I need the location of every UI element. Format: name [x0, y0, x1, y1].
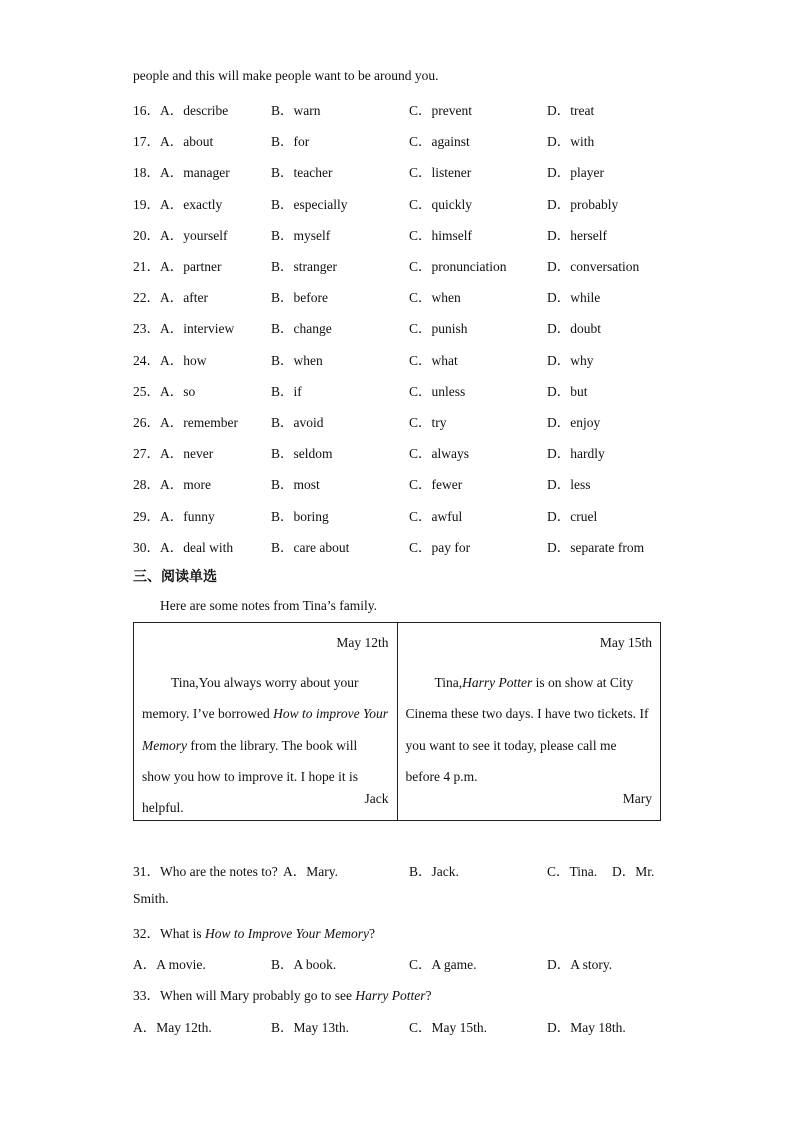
option-d: D．May 18th. [547, 1020, 626, 1035]
question-number: 30． [133, 539, 160, 555]
option-d: D．but [547, 383, 588, 399]
question-number: 28． [133, 477, 160, 493]
option-c: C．pronunciation [409, 259, 507, 274]
question-number: 18． [133, 165, 160, 181]
notes-table [133, 622, 661, 821]
option-a: A．describe [160, 103, 229, 118]
option-d: D．separate from [547, 539, 645, 555]
note-date: May 15th [599, 635, 652, 650]
option-b: B．Jack. [409, 864, 459, 879]
option-a: A．A movie. [133, 957, 206, 972]
option-d: D．while [547, 290, 601, 306]
cloze-question [133, 224, 661, 244]
option-d: D．Mr. [612, 864, 655, 879]
cloze-question [133, 536, 661, 556]
section-heading: 三、阅读单选 [133, 569, 217, 585]
question-32-options [133, 953, 661, 973]
question-32-stem: 32．What is How to Improve Your Memory? [133, 926, 375, 941]
option-b: B．for [271, 134, 310, 150]
option-d: D．why [547, 352, 594, 368]
option-a: A．so [160, 383, 196, 399]
option-a: A．partner [160, 259, 222, 274]
note-jack [134, 623, 398, 821]
cloze-question [133, 130, 661, 150]
option-c: C．against [409, 134, 470, 150]
option-b: B．boring [271, 508, 329, 524]
note-text: Tina,Harry Potter is on show at City Cinema these two days. I have two tickets. If you want to see it today, please call me before 4 p.m. [405, 675, 649, 784]
question-number: 19． [133, 196, 160, 212]
question-number: 24． [133, 352, 160, 368]
option-a: A．interview [160, 321, 235, 337]
cloze-question [133, 473, 661, 493]
option-a: A．more [160, 477, 211, 493]
option-b: B．before [271, 290, 328, 306]
option-a: A．how [160, 352, 207, 368]
option-c: C．May 15th. [409, 1020, 488, 1035]
option-a: A．deal with [160, 539, 234, 555]
question-33-stem: 33．When will Mary probably go to see Harry Potter? [133, 988, 432, 1003]
option-a: A．exactly [160, 196, 223, 212]
option-b: B．warn [271, 103, 321, 118]
cloze-question [133, 286, 661, 306]
option-a: A．Mary. [283, 864, 338, 879]
movie-title: Harry Potter [462, 675, 533, 690]
note-signature: Mary [622, 791, 652, 806]
question-number: 23． [133, 321, 160, 337]
option-d: D．hardly [547, 446, 605, 462]
option-d: D．A story. [547, 957, 613, 972]
note-signature: Jack [364, 791, 389, 806]
option-b: B．avoid [271, 415, 324, 430]
option-c: C．awful [409, 508, 463, 524]
option-c: C．pay for [409, 539, 471, 555]
book-title: How to improve Your Memory [142, 706, 388, 753]
option-c: C．what [409, 352, 458, 368]
option-d: D．with [547, 134, 595, 150]
option-a: A．after [160, 290, 208, 306]
option-c: C．A game. [409, 957, 477, 972]
cloze-question [133, 505, 661, 525]
question-33-options [133, 1016, 661, 1036]
cloze-question [133, 411, 661, 431]
option-b: B．teacher [271, 165, 333, 181]
cloze-question [133, 161, 661, 181]
option-a: A．funny [160, 508, 215, 524]
option-a: A．manager [160, 165, 230, 181]
note-mary [397, 623, 661, 821]
reading-intro: Here are some notes from Tina’s family. [160, 598, 377, 613]
option-d: D．treat [547, 103, 595, 118]
option-b: B．A book. [271, 957, 337, 972]
option-a: A．about [160, 134, 214, 150]
question-number: 29． [133, 508, 160, 524]
cloze-question [133, 193, 661, 213]
option-c: C．Tina. [547, 864, 598, 879]
option-c: C．listener [409, 165, 472, 181]
cloze-question [133, 442, 661, 462]
note-text: Tina,You always worry about your memory. I’ve borrowed How to improve Your Memory from the library. The book will show you how to improve it. I hope it is helpful. [142, 675, 388, 816]
option-d: D．less [547, 477, 591, 493]
option-a: A．yourself [160, 227, 228, 243]
cloze-question [133, 380, 661, 400]
option-b: B．myself [271, 227, 331, 243]
cloze-question [133, 349, 661, 369]
question-number: 17． [133, 134, 160, 150]
cloze-question [133, 99, 661, 119]
option-c: C．prevent [409, 103, 472, 118]
option-b: B．when [271, 352, 323, 368]
question-number: 27． [133, 446, 160, 462]
option-c: C．himself [409, 227, 472, 243]
option-d: D．probably [547, 196, 619, 212]
option-c: C．when [409, 290, 461, 306]
question-31 [133, 860, 661, 880]
option-b: B．if [271, 383, 302, 399]
option-b: B．May 13th. [271, 1020, 350, 1035]
option-b: B．change [271, 321, 332, 337]
option-c: C．quickly [409, 196, 472, 212]
option-d-continued: Smith. [133, 891, 169, 906]
option-b: B．stranger [271, 259, 337, 274]
option-b: B．most [271, 477, 320, 493]
option-d: D．doubt [547, 321, 601, 337]
note-date: May 12th [336, 635, 389, 650]
option-d: D．player [547, 165, 604, 181]
option-c: C．always [409, 446, 469, 462]
option-b: B．seldom [271, 446, 333, 462]
question-number: 20． [133, 227, 160, 243]
question-stem: 31．Who are the notes to? [133, 864, 278, 879]
question-number: 25． [133, 383, 160, 399]
option-d: D．conversation [547, 259, 640, 274]
cloze-question [133, 255, 661, 275]
option-a: A．remember [160, 415, 238, 430]
option-c: C．try [409, 415, 447, 430]
intro-line: people and this will make people want to be around you. [133, 68, 439, 83]
option-d: D．enjoy [547, 415, 601, 430]
option-b: B．care about [271, 539, 350, 555]
option-a: A．never [160, 446, 214, 462]
option-c: C．unless [409, 383, 466, 399]
option-d: D．cruel [547, 508, 598, 524]
question-number: 26． [133, 415, 160, 430]
option-d: D．herself [547, 227, 607, 243]
question-number: 22． [133, 290, 160, 306]
option-a: A．May 12th. [133, 1020, 212, 1035]
cloze-question [133, 317, 661, 337]
option-c: C．punish [409, 321, 468, 337]
question-number: 16． [133, 103, 160, 118]
option-c: C．fewer [409, 477, 463, 493]
question-number: 21． [133, 259, 160, 274]
option-b: B．especially [271, 196, 348, 212]
